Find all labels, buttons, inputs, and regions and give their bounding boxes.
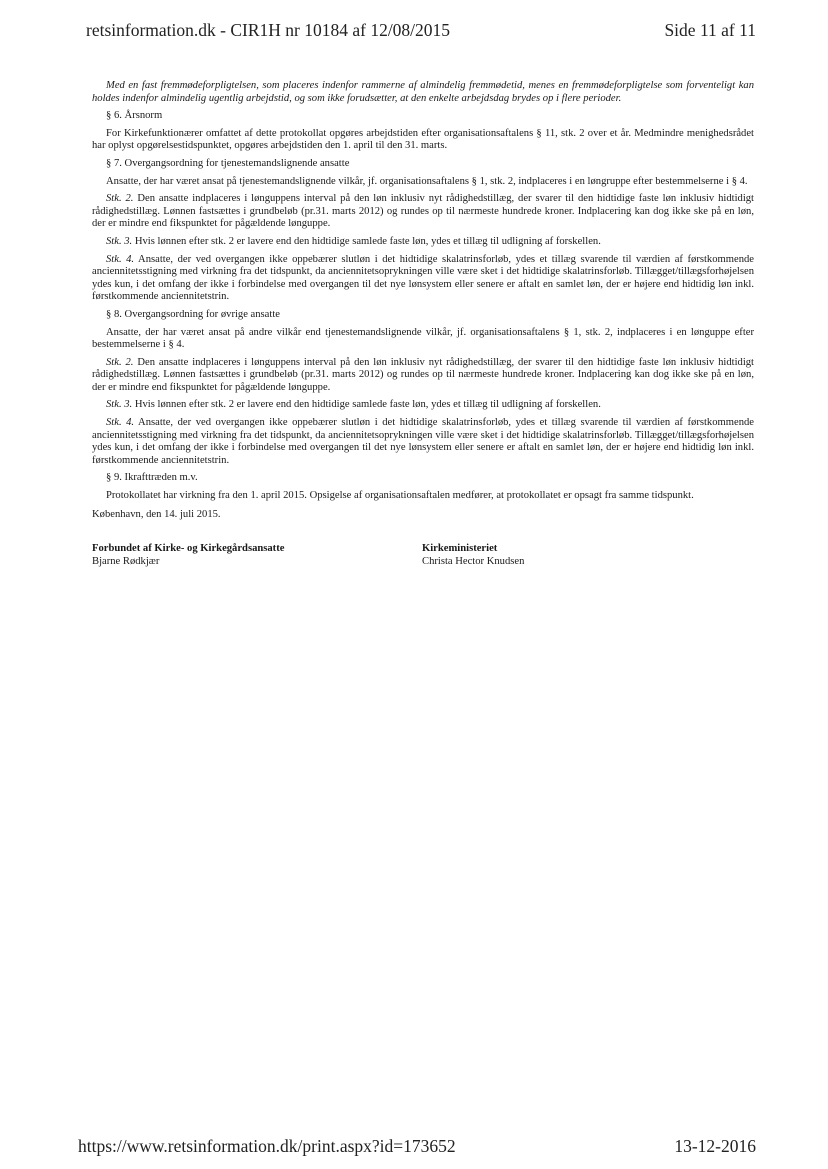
section-9-heading: § 9. Ikrafttræden m.v. <box>106 472 198 484</box>
section-8-stk-4 <box>92 417 754 467</box>
place-and-date: København, den 14. juli 2015. <box>92 508 221 520</box>
stk-label: Stk. 3. <box>106 235 133 247</box>
stk-text: Den ansatte indplaceres i lønguppens interval på den løn inklusiv nyt rådighedstillæg, der svarer til den hidtidige faste løn inklusiv hidtidigt rådighedstillæg. Lønnen fastsættes i grundbeløb (pr.31. marts 2012) og rundes op til nærmeste hundrede kroner. Indplacering kan dog ikke ske på en løn, der er mindre end fikspunktet for pågældende lønguppe. <box>92 193 754 230</box>
stk-label: Stk. 4. <box>106 417 135 429</box>
stk-text: Ansatte, der ved overgangen ikke oppebærer slutløn i det hidtidige skalatrinsforløb, ydes et tillæg svarende til værdien af førstkommende anciennitetsstigning med virkning fra det tidspunkt, da anciennitetsoprykningen ville være sket i det hidtidige skalatrinsforløb. Tillægget/tillægsforhøjelsen ydes kun, i det omfang der ikke i forbindelse med overgangen til det nye lønsystem eller senere er aftalt en samlet løn, der er højere end hidtidig løn inkl. førstkommende anciennitetstrin. <box>92 253 754 303</box>
section-7-heading: § 7. Overgangsordning for tjenestemandslignende ansatte <box>106 157 350 169</box>
section-7-stk-3 <box>92 236 754 249</box>
print-header <box>86 20 756 46</box>
stk-label: Stk. 3. <box>106 399 133 411</box>
stk-text: Hvis lønnen efter stk. 2 er lavere end den hidtidige samlede faste løn, ydes et tillæg til udligning af forskellen. <box>132 235 601 247</box>
signatory-name: Christa Hector Knudsen <box>422 555 525 567</box>
document-reference: retsinformation.dk - CIR1H nr 10184 af 12/08/2015 <box>86 20 451 40</box>
section-6-text: For Kirkefunktionærer omfattet af dette protokollat opgøres arbejdstiden efter organisationsaftalens § 11, stk. 2 over et år. Medmindre menighedsrådet har oplyst opgørelsestidspunktet, opgøres arbejdstiden den 1. april til den 31. marts. <box>92 127 754 152</box>
section-8-heading: § 8. Overgangsordning for øvrige ansatte <box>106 308 280 320</box>
signatory-organization: Forbundet af Kirke- og Kirkegårdsansatte <box>92 543 285 555</box>
section-7-stk-2 <box>92 193 754 231</box>
document-body <box>92 80 754 568</box>
stk-text: Hvis lønnen efter stk. 2 er lavere end den hidtidige samlede faste løn, ydes et tillæg til udligning af forskellen. <box>132 399 601 411</box>
signature-block <box>92 543 754 568</box>
print-date: 13-12-2016 <box>674 1136 756 1156</box>
signatory-name: Bjarne Rødkjær <box>92 555 160 567</box>
intro-paragraph: Med en fast fremmødeforpligtelsen, som placeres indenfor rammerne af almindelig fremmødetid, menes en fremmødeforpligtelse som forventeligt kan holdes indenfor almindelig ugentlig arbejdstid, og som ikke forudsætter, at den enkelte arbejdsdag brydes op i flere perioder. <box>92 80 754 104</box>
section-6-heading: § 6. Årsnorm <box>106 110 163 122</box>
stk-text: Den ansatte indplaceres i lønguppens interval på den løn inklusiv nyt rådighedstillæg, der svarer til den hidtidige faste løn inklusiv hidtidigt rådighedstillæg. Lønnen fastsættes i grundbeløb (pr.31. marts 2012) og rundes op til nærmeste hundrede kroner. Indplacering kan dog ikke ske på en løn, der er mindre end fikspunktet for pågældende lønguppe. <box>92 356 754 393</box>
section-8-stk-3 <box>92 399 754 412</box>
source-url: https://www.retsinformation.dk/print.aspx?id=173652 <box>78 1136 456 1156</box>
section-9-text: Protokollatet har virkning fra den 1. april 2015. Opsigelse af organisationsaftalen medfører, at protokollatet er opsagt fra samme tidspunkt. <box>106 490 694 502</box>
signature-right <box>422 543 752 568</box>
stk-label: Stk. 4. <box>106 253 135 265</box>
section-7-stk-4 <box>92 254 754 304</box>
stk-text: Ansatte, der ved overgangen ikke oppebærer slutløn i det hidtidige skalatrinsforløb, ydes et tillæg svarende til værdien af førstkommende anciennitetsstigning med virkning fra det tidspunkt, da anciennitetsoprykningen ville være sket i det hidtidige skalatrinsforløb. Tillægget/tillægsforhøjelsen ydes kun, i det omfang der ikke i forbindelse med overgangen til det nye lønsystem eller senere er aftalt en samlet løn, der er højere end hidtidig løn inkl. førstkommende anciennitetstrin. <box>92 417 754 466</box>
section-8-paragraph: Ansatte, der har været ansat på andre vilkår end tjenestemandslignende vilkår, jf. organisationsaftalens § 1, stk. 2, indplaceres i en lønguppe efter bestemmelserne i § 4. <box>92 326 754 351</box>
section-7-paragraph: Ansatte, der har været ansat på tjenestemandslignende vilkår, jf. organisationsaftalens § 1, stk. 2, indplaceres i en løngruppe efter bestemmelserne i § 4. <box>106 175 748 187</box>
signature-left <box>92 543 422 568</box>
section-8-stk-2 <box>92 357 754 395</box>
stk-label: Stk. 2. <box>106 193 134 205</box>
signatory-organization: Kirkeministeriet <box>422 543 498 555</box>
print-footer <box>78 1136 756 1162</box>
page-number: Side 11 af 11 <box>664 20 756 40</box>
stk-label: Stk. 2. <box>106 356 134 368</box>
